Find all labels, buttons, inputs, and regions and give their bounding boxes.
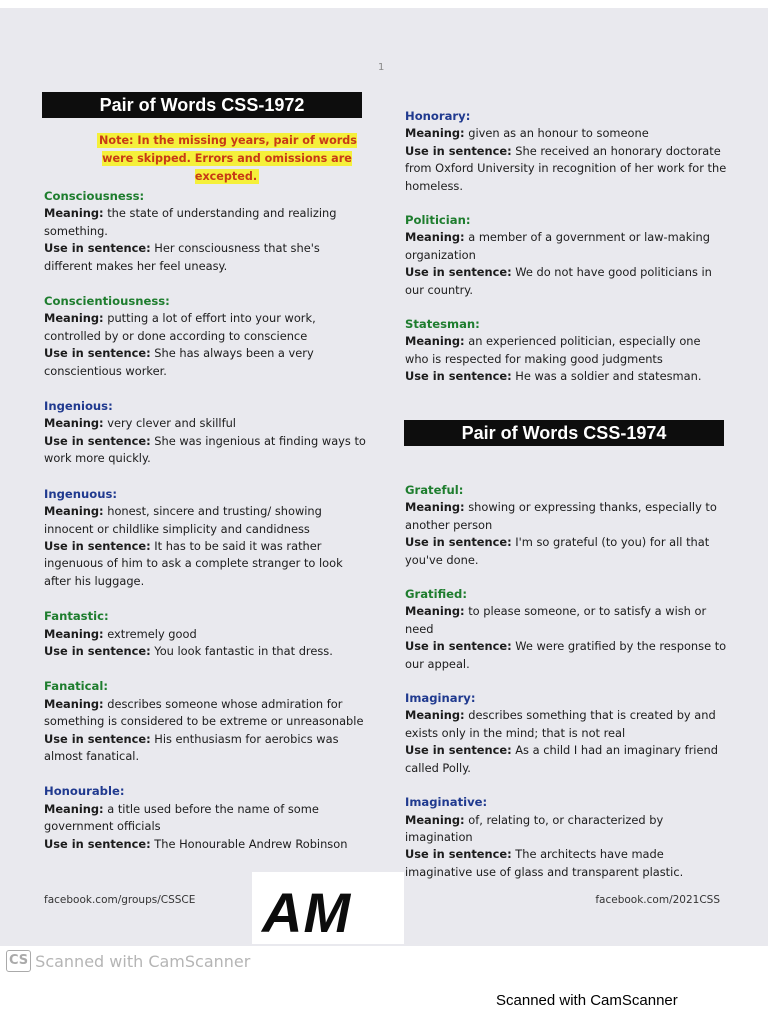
entry-sentence [405, 742, 727, 777]
meaning-label: Meaning: [405, 126, 465, 141]
entry-term: Consciousness: [44, 189, 145, 203]
entry-meaning [44, 310, 366, 345]
entry-term: Ingenuous: [44, 486, 117, 501]
meaning-label: Meaning: [405, 708, 465, 723]
sentence-text: The Honourable Andrew Robinson [154, 836, 348, 851]
sentence-label: Use in sentence: [405, 265, 512, 280]
word-entry [405, 316, 727, 386]
word-entry [405, 586, 727, 673]
right-entry-list-bottom [405, 482, 727, 881]
sentence-text: She has always been a very conscientious worker. [44, 346, 314, 378]
entry-meaning [405, 229, 727, 264]
sentence-label: Use in sentence: [405, 143, 512, 158]
sentence-text: Her consciousness that she's different makes her feel uneasy. [44, 241, 320, 273]
sentence-text: You look fantastic in that dress. [154, 643, 333, 658]
entry-sentence [405, 143, 727, 195]
meaning-label: Meaning: [44, 696, 104, 711]
meaning-label: Meaning: [405, 230, 465, 245]
entry-term: Fantastic: [44, 609, 109, 624]
camscanner-watermark [6, 950, 250, 976]
entry-term: Honourable: [44, 784, 125, 799]
sentence-text: As a child I had an imaginary friend called Polly. [405, 743, 718, 775]
meaning-text: given as an honour to someone [468, 126, 649, 141]
word-entry [44, 188, 366, 275]
entry-sentence [44, 643, 366, 660]
meaning-label: Meaning: [405, 812, 465, 827]
sentence-text: We were gratified by the response to our appeal. [405, 639, 727, 671]
meaning-text: the state of understanding and realizing something. [44, 206, 337, 238]
entry-term: Imaginary: [405, 691, 476, 706]
left-entry-list [44, 188, 366, 853]
entry-term: Grateful: [405, 483, 464, 497]
entry-meaning [405, 333, 727, 368]
sentence-text: We do not have good politicians in our country. [405, 265, 712, 297]
heading-css-1974: Pair of Words CSS-1974 [404, 420, 724, 446]
entry-sentence [405, 368, 727, 385]
meaning-label: Meaning: [44, 801, 104, 816]
word-entry [405, 482, 727, 569]
word-entry [44, 486, 366, 590]
left-column [44, 188, 366, 853]
right-column-top [405, 108, 727, 386]
entry-sentence [405, 638, 727, 673]
note-text: Note: In the missing years, pair of words were skipped. Errors and omissions are excepted. [99, 134, 357, 183]
entry-sentence [44, 240, 366, 275]
sentence-label: Use in sentence: [44, 433, 151, 448]
sentence-label: Use in sentence: [405, 535, 512, 550]
page-number: 1 [378, 62, 385, 73]
entry-sentence [44, 538, 366, 590]
camscanner-watermark-text: Scanned with CamScanner [35, 951, 251, 971]
sentence-label: Use in sentence: [405, 847, 512, 862]
word-entry [405, 212, 727, 299]
entry-term: Conscientiousness: [44, 294, 170, 309]
entry-sentence [405, 264, 727, 299]
camscanner-icon: CS [6, 950, 31, 972]
word-entry [405, 690, 727, 777]
entry-term: Politician: [405, 213, 471, 228]
sentence-label: Use in sentence: [405, 743, 512, 758]
word-entry [44, 678, 366, 765]
word-entry [44, 293, 366, 380]
entry-sentence [405, 846, 727, 881]
scanned-page [0, 8, 768, 946]
entry-term: Fanatical: [44, 679, 108, 694]
sentence-text: His enthusiasm for aerobics was almost fanatical. [44, 731, 339, 763]
entry-meaning [405, 125, 727, 142]
entry-term: Statesman: [405, 317, 480, 332]
entry-meaning [44, 415, 366, 432]
meaning-text: very clever and skillful [107, 416, 236, 431]
meaning-text: a title used before the name of some government officials [44, 801, 319, 834]
meaning-label: Meaning: [44, 206, 104, 221]
entry-sentence [405, 534, 727, 569]
meaning-text: describes someone whose admiration for something is considered to be extreme or unreasonable [44, 696, 364, 729]
heading-css-1972: Pair of Words CSS-1972 [42, 92, 362, 118]
entry-meaning [44, 205, 366, 240]
sentence-label: Use in sentence: [44, 643, 151, 658]
entry-meaning [405, 499, 727, 534]
meaning-text: of, relating to, or characterized by imagination [405, 812, 664, 844]
sentence-label: Use in sentence: [44, 836, 151, 851]
entry-sentence [44, 731, 366, 766]
meaning-label: Meaning: [44, 416, 104, 431]
meaning-label: Meaning: [44, 626, 104, 641]
sentence-text: I'm so grateful (to you) for all that you've done. [405, 535, 710, 567]
sentence-text: He was a soldier and statesman. [515, 369, 702, 384]
word-entry [405, 794, 727, 881]
word-entry [44, 783, 366, 853]
note [96, 132, 358, 186]
meaning-label: Meaning: [405, 604, 465, 619]
meaning-text: showing or expressing thanks, especially to another person [405, 500, 717, 532]
entry-term: Ingenious: [44, 399, 113, 414]
meaning-text: putting a lot of effort into your work, controlled by or done according to conscience [44, 311, 316, 343]
entry-meaning [405, 707, 727, 742]
sentence-text: She received an honorary doctorate from Oxford University in recognition of her work for the homeless. [405, 143, 727, 193]
sentence-text: The architects have made imaginative use of glass and transparent plastic. [405, 847, 684, 879]
sentence-text: She was ingenious at finding ways to work more quickly. [44, 433, 366, 466]
meaning-label: Meaning: [405, 334, 465, 349]
entry-term: Honorary: [405, 109, 471, 123]
meaning-text: a member of a government or law-making organization [405, 230, 710, 262]
entry-meaning [44, 503, 366, 538]
sentence-label: Use in sentence: [44, 731, 151, 746]
meaning-label: Meaning: [44, 504, 104, 519]
meaning-text: an experienced politician, especially one who is respected for making good judgments [405, 334, 701, 366]
entry-sentence [44, 433, 366, 468]
footer-left-link: facebook.com/groups/CSSCE [44, 894, 196, 906]
bottom-caption: Scanned with CamScanner [496, 992, 678, 1009]
am-logo: AM [262, 881, 352, 944]
right-entry-list-top [405, 108, 727, 386]
entry-meaning [44, 626, 366, 643]
meaning-text: to please someone, or to satisfy a wish or need [405, 604, 707, 636]
right-column-bottom [405, 482, 727, 881]
entry-meaning [405, 812, 727, 847]
meaning-text: honest, sincere and trusting/ showing innocent or childlike simplicity and candidness [44, 504, 322, 536]
word-entry [44, 608, 366, 660]
sentence-label: Use in sentence: [405, 639, 512, 654]
entry-meaning [44, 696, 366, 731]
word-entry [44, 398, 366, 468]
entry-term: Gratified: [405, 587, 467, 602]
meaning-label: Meaning: [405, 500, 465, 515]
footer-right-link: facebook.com/2021CSS [595, 894, 720, 906]
entry-sentence [44, 345, 366, 380]
sentence-label: Use in sentence: [44, 346, 151, 361]
sentence-label: Use in sentence: [405, 369, 512, 384]
meaning-text: extremely good [107, 626, 197, 641]
entry-term: Imaginative: [405, 795, 488, 810]
meaning-label: Meaning: [44, 311, 104, 326]
entry-sentence [44, 836, 366, 853]
sentence-label: Use in sentence: [44, 241, 151, 256]
entry-meaning [44, 801, 366, 836]
sentence-label: Use in sentence: [44, 538, 151, 553]
entry-meaning [405, 603, 727, 638]
meaning-text: describes something that is created by and exists only in the mind; that is not real [405, 708, 716, 740]
sentence-text: It has to be said it was rather ingenuous of him to ask a complete stranger to look after his luggage. [44, 538, 343, 588]
word-entry [405, 108, 727, 195]
